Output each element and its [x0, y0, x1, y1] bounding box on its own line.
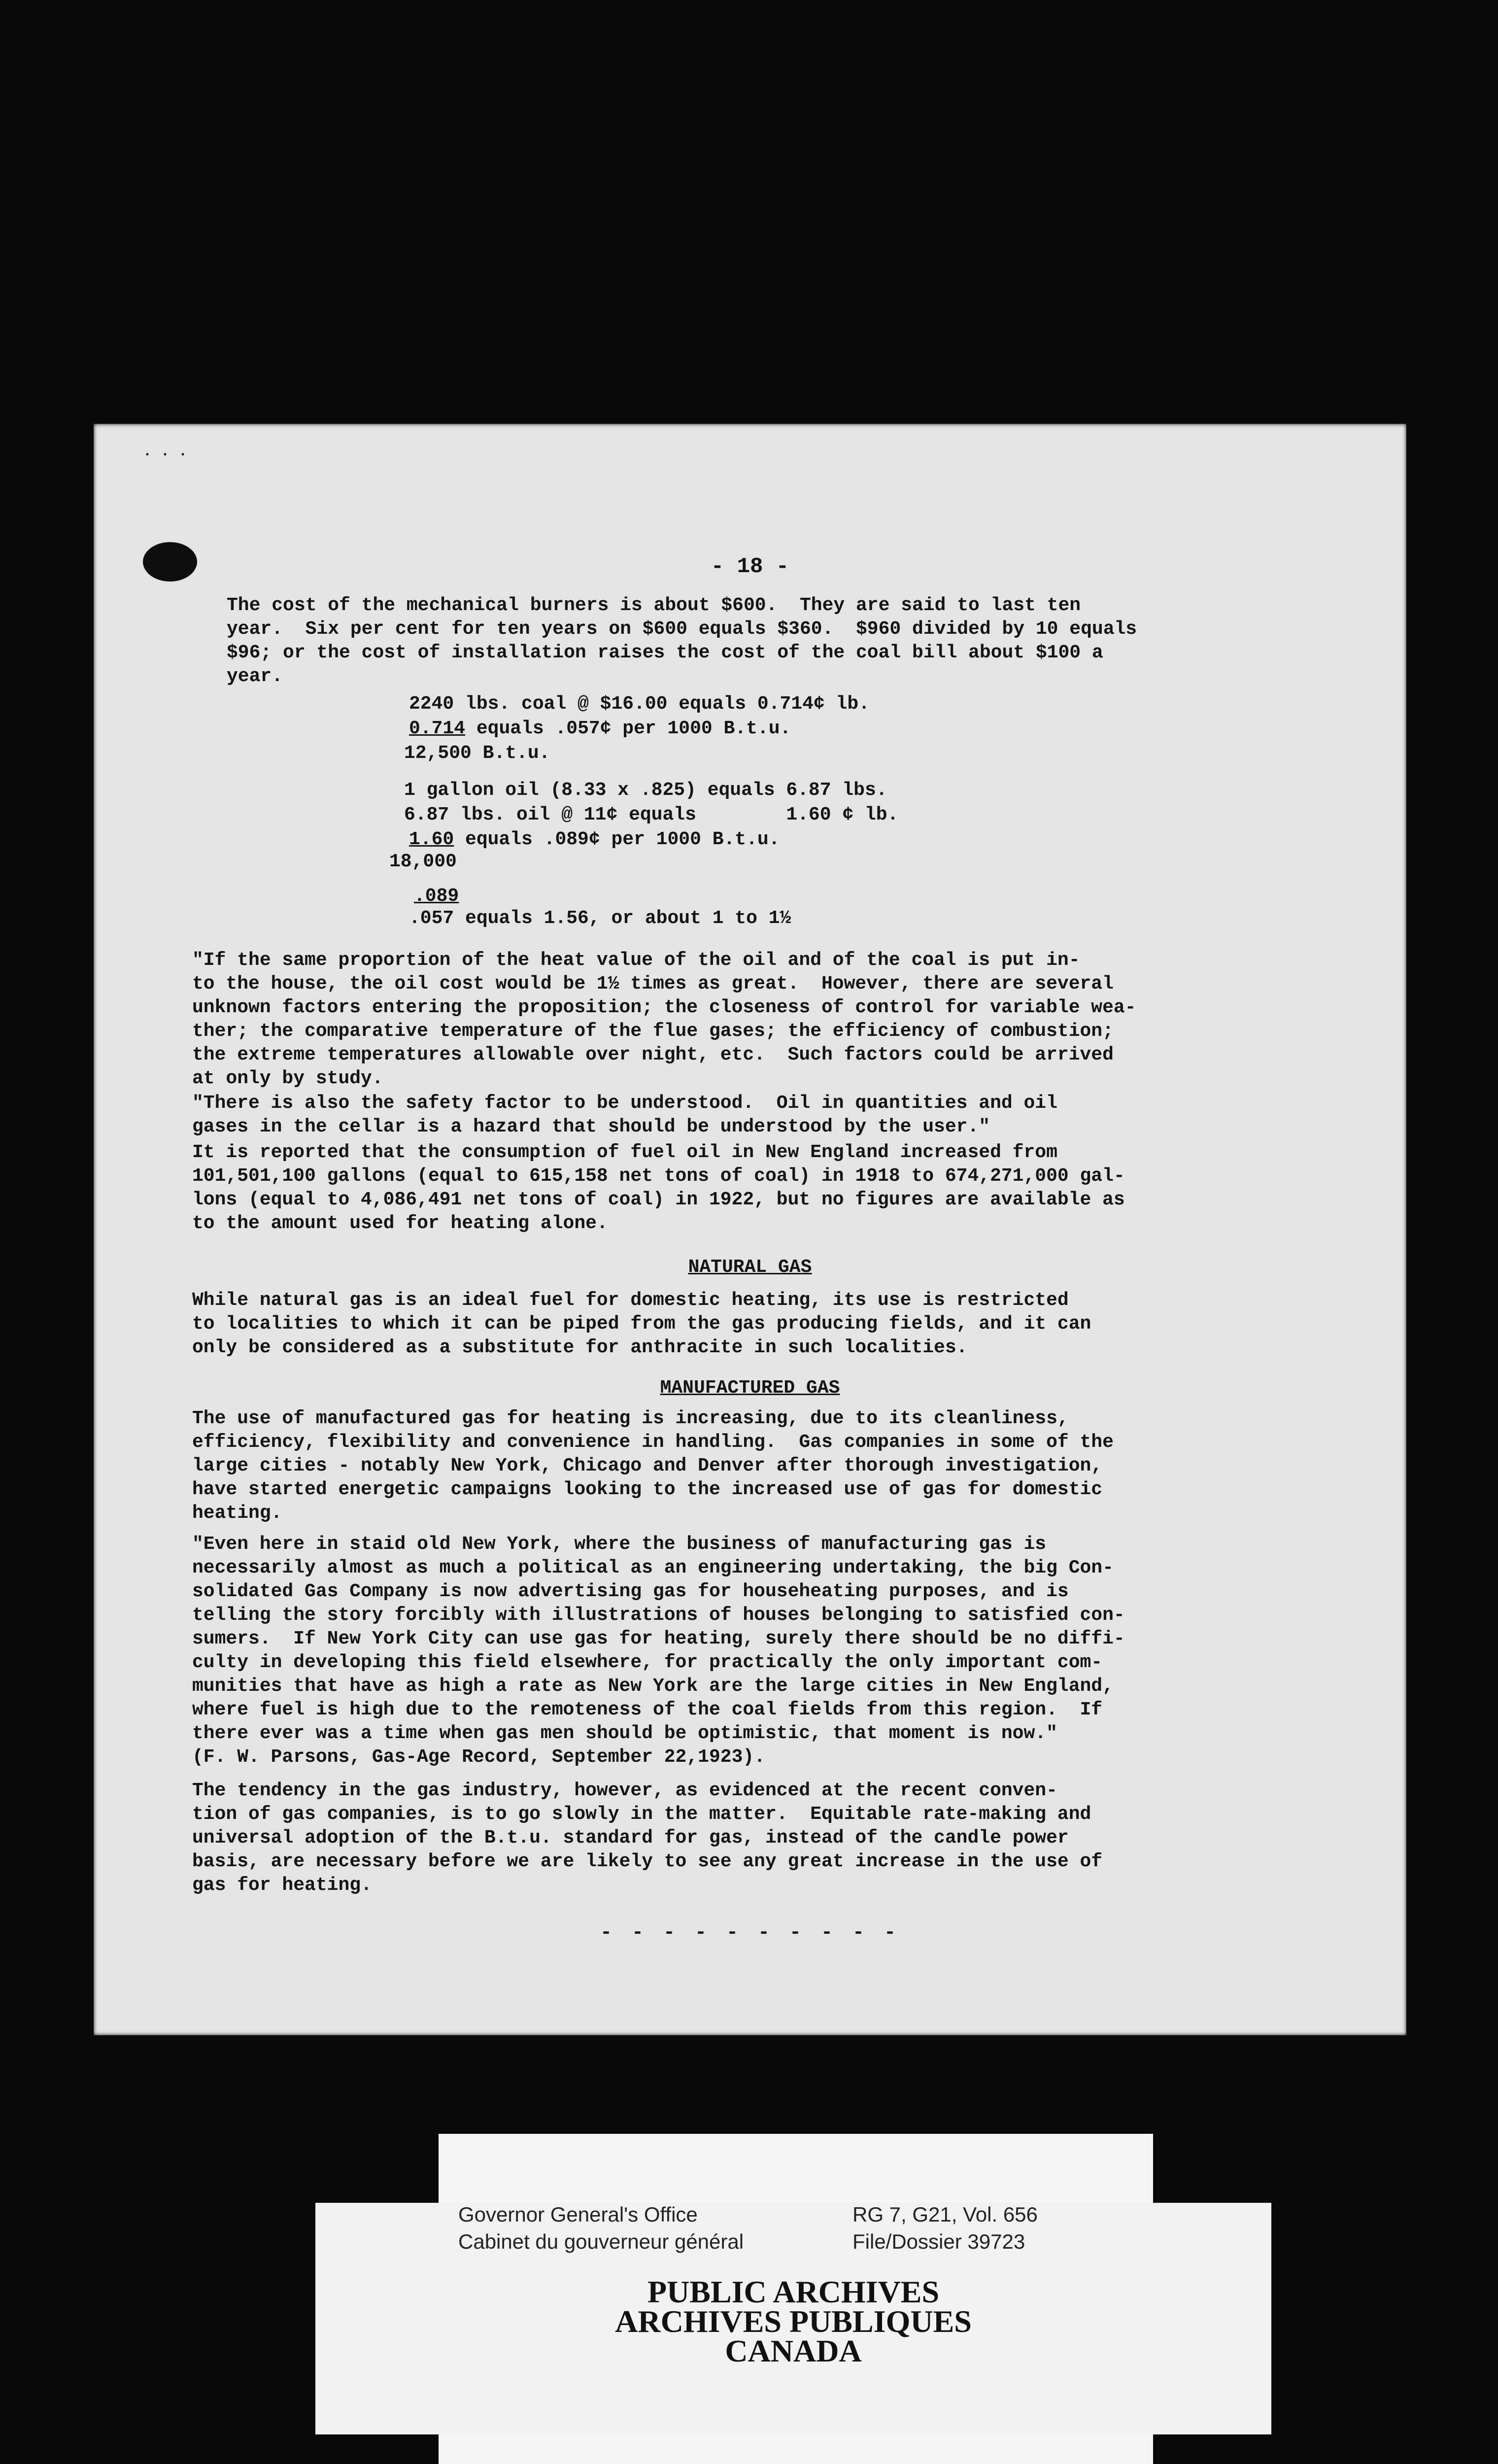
file-number: File/Dossier 39723: [852, 2230, 1025, 2253]
document-page: [94, 424, 1406, 2035]
office-english: Governor General's Office: [458, 2203, 698, 2226]
calc-numerator: 1.60: [409, 829, 454, 850]
calc-numerator: 0.714: [409, 718, 466, 739]
archives-line1: PUBLIC ARCHIVES: [647, 2274, 940, 2309]
paragraph-manufactured-gas: The use of manufactured gas for heating is increasing, due to its cleanliness, efficiency, flexibility and convenience in handling. Gas companies in some of the large cities - notably New York, Chicago and Denver after thorough investigation, have started energetic campaigns looking to the increased use of gas for domestic heating.: [192, 1408, 1114, 1524]
calc-ratio-numerator: .089: [414, 886, 459, 907]
paragraph-burner-cost: The cost of the mechanical burners is about $600. They are said to last ten year. Six per cent for ten years on $600 equals $360. $960 divided by 10 equals $96; or the cost of installation raises the cost of the coal bill about $100 a year.: [227, 595, 1137, 687]
quote-heat-value: "If the same proportion of the heat value of the oil and of the coal is put in- to the house, the oil cost would be 1½ times as great. However, there are several unknown factors entering the proposition; the closeness of control for variable wea- ther; the comparative temperature of the flue gases; the efficiency of combustion; the extreme temperatures allowable over night, etc. Such factors could be arrived at only by study.: [192, 950, 1136, 1089]
calc-line-coal-btu: [409, 717, 791, 741]
office-french: Cabinet du gouverneur général: [458, 2230, 744, 2253]
quote-parsons: "Even here in staid old New York, where the business of manufacturing gas is necessarily almost as much a political as an engineering undertaking, the big Con- solidated Gas Company is now advertising gas for househeating purposes, and is telling the story forcibly with illustrations of houses belonging to satisfied con- sumers. If New York City can use gas for heating, surely there should be no diffi- culty in developing this field elsewhere, for practically the only important com- munities that have as high a rate as New York are the large cities in New England, where fuel is high due to the remoteness of the coal fields from this region. If there ever was a time when gas men should be optimistic, that moment is now." (F. W. Parsons, Gas-Age Record, September 22,1923).: [192, 1534, 1125, 1768]
quote-safety: "There is also the safety factor to be understood. Oil in quantities and oil gases in the cellar is a hazard that should be understood by the user.": [192, 1093, 1057, 1137]
record-group: RG 7, G21, Vol. 656: [852, 2203, 1038, 2226]
end-rule: - - - - - - - - - -: [600, 1922, 900, 1944]
calc-ratio-result: .057 equals 1.56, or about 1 to 1½: [409, 908, 791, 929]
page-marks: . . .: [143, 444, 188, 460]
calc-denominator-coal: 12,500 B.t.u.: [404, 743, 550, 764]
heading-manufactured-gas: MANUFACTURED GAS: [660, 1377, 840, 1399]
calc-line-oil-price: 6.87 lbs. oil @ 11¢ equals 1.60 ¢ lb.: [404, 804, 899, 825]
calc-result: equals .057¢ per 1000 B.t.u.: [465, 718, 791, 739]
calc-line-oil-btu: [409, 828, 780, 852]
calc-line-oil-gallon: 1 gallon oil (8.33 x .825) equals 6.87 lbs.: [404, 780, 887, 801]
archives-line2: ARCHIVES PUBLIQUES: [615, 2304, 972, 2339]
paragraph-natural-gas: While natural gas is an ideal fuel for domestic heating, its use is restricted to localities to which it can be piped from the gas producing fields, and it can only be considered as a substitute for anthracite in such localities.: [192, 1290, 1091, 1358]
archives-line3: CANADA: [725, 2333, 862, 2368]
paragraph-fuel-oil: It is reported that the consumption of fuel oil in New England increased from 101,501,100 gallons (equal to 615,158 net tons of coal) in 1918 to 674,271,000 gal- lons (equal to 4,086,491 net tons of coal) in 1922, but no figures are available as to the amount used for heating alone.: [192, 1142, 1125, 1234]
calc-line-coal: 2240 lbs. coal @ $16.00 equals 0.714¢ lb.: [409, 693, 870, 715]
calc-denominator-oil: 18,000: [389, 851, 457, 872]
page-number: - 18 -: [711, 554, 789, 579]
calc-result: equals .089¢ per 1000 B.t.u.: [454, 829, 780, 850]
paragraph-gas-industry: The tendency in the gas industry, however, as evidenced at the recent conven- tion of gas companies, is to go slowly in the matter. Equitable rate-making and universal adoption of the B.t.u. standard for gas, instead of the candle power basis, are necessary before we are likely to see any great increase in the use of gas for heating.: [192, 1780, 1103, 1896]
heading-natural-gas: NATURAL GAS: [688, 1257, 812, 1278]
archive-label: [315, 2203, 1271, 2434]
